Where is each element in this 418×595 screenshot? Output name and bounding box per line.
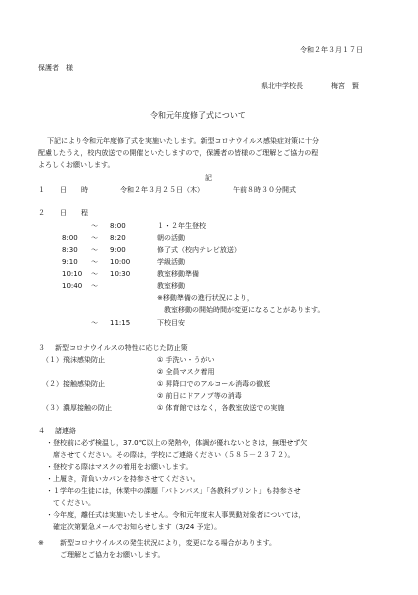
ki-heading: 記 [205, 174, 212, 182]
date-line: 令和２年３月１７日 [300, 46, 363, 54]
measure-item: ② 前日にドアノブ等の消毒 [157, 392, 242, 400]
measure-item: ① 昇降口でのアルコール消毒の徹底 [157, 380, 271, 388]
section1-date: 令和２年３月２５日（木） [120, 186, 204, 194]
section2-label: 日 程 [60, 209, 88, 217]
page-title: 令和元年度修了式について [150, 111, 246, 120]
schedule-end: 10:00 [110, 258, 131, 266]
schedule-sep: ～ [91, 258, 98, 266]
schedule-activity: 修了式（校内テレビ放送） [157, 246, 241, 254]
schedule-end: 9:00 [110, 246, 126, 254]
measure-category: （１）飛沫感染防止 [42, 356, 105, 364]
notice-line: ・登校前に必ず検温し，37.0℃以上の発熱や，体調が優れないときは，無理せず欠 [46, 439, 308, 447]
schedule-activity: 教室移動準備 [157, 270, 199, 278]
schedule-start: 9:10 [62, 258, 78, 266]
schedule-sep: ～ [91, 234, 98, 242]
schedule-end: 11:15 [110, 319, 131, 327]
schedule-end: 10:30 [110, 270, 131, 278]
section2-number: ２ [38, 209, 45, 217]
notice-line: 確定次第緊急メールでお知らせします（3/24 予定）。 [53, 523, 222, 531]
footer-line: ご理解とご協力をお願いします。 [60, 551, 165, 559]
footer-line: 新型コロナウイルスの発生状況により，変更になる場合があります。 [60, 539, 277, 547]
intro-line: 配慮したうえ，校内放送での開催といたしますので，保護者の皆様のご理解とご協力の程 [38, 149, 319, 157]
measure-category: （３）濃厚接触の防止 [42, 404, 112, 412]
section1-number: １ [38, 186, 45, 194]
schedule-note: 教室移動の開始時間が変更になることがあります。 [164, 306, 325, 314]
measure-item: ② 全員マスク着用 [157, 368, 215, 376]
notice-line: ・登校する際はマスクの着用をお願いします。 [46, 463, 193, 471]
section4-number: ４ [38, 427, 45, 435]
schedule-activity: 朝の活動 [157, 234, 185, 242]
recipient: 保護者 様 [38, 64, 73, 72]
section4-title: 諸連絡 [55, 427, 76, 435]
section1-label: 日 時 [60, 186, 88, 194]
notice-line: ・１学年の生徒には，休業中の課題「パトンパス」「各教科プリント」も持参させ [46, 487, 301, 495]
schedule-end: 8:20 [110, 234, 126, 242]
schedule-activity: 教室移動 [157, 282, 185, 290]
schedule-activity: 下校目安 [157, 319, 185, 327]
measure-item: ① 体育館ではなく，各教室放送での実施 [157, 404, 285, 412]
section1-time: 午前８時３０分開式 [233, 186, 296, 194]
schedule-sep: ～ [91, 246, 98, 254]
schedule-sep: ～ [91, 282, 98, 290]
measure-category: （２）接触感染防止 [42, 380, 105, 388]
schedule-activity: 学級活動 [157, 258, 185, 266]
measure-item: ① 手洗い・うがい [157, 356, 215, 364]
schedule-start: 10:10 [62, 270, 83, 278]
schedule-activity: １・２年生登校 [157, 222, 206, 230]
footer-mark: ※ [38, 539, 44, 547]
section3-title: 新型コロナウイルスの特性に応じた防止策 [55, 344, 188, 352]
schedule-sep: ～ [91, 319, 98, 327]
schedule-note: ※移動準備の進行状況により， [157, 294, 254, 302]
schedule-end: 8:00 [110, 222, 126, 230]
section3-number: ３ [38, 344, 45, 352]
schedule-start: 8:30 [62, 246, 78, 254]
notice-line: ・上履き，背負いカバンを持参させてください。 [46, 475, 200, 483]
schedule-start: 10:40 [62, 282, 83, 290]
schedule-start: 8:00 [62, 234, 78, 242]
schedule-sep: ～ [91, 270, 98, 278]
notice-line: てください。 [53, 499, 95, 507]
schedule-sep: ～ [91, 222, 98, 230]
sender-name: 梅宮 賢 [331, 82, 359, 90]
intro-line: 下記により令和元年度修了式を実施いたします。新型コロナウイルス感染症対策に十分 [47, 137, 320, 145]
notice-line: ・今年度，離任式は実施いたしません。令和元年度末人事異動対象者については， [46, 511, 306, 519]
intro-line: よろしくお願いします。 [38, 161, 115, 169]
sender-school: 県北中学校長 [261, 82, 303, 90]
notice-line: 席させてください。その際は，学校にご連絡ください（５８５－２３７２）。 [53, 451, 295, 459]
